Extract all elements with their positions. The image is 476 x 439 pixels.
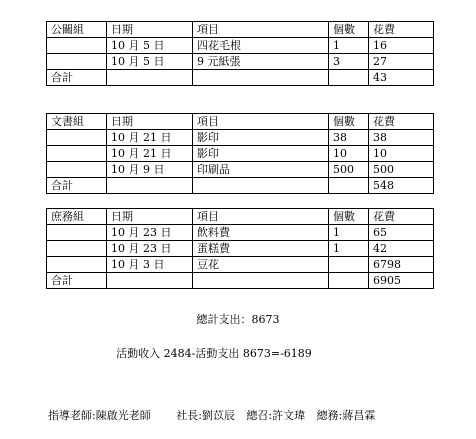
blank-cell <box>193 273 329 289</box>
table-row <box>47 130 434 146</box>
total-value: 548 <box>369 178 434 194</box>
item-cell: 影印 <box>193 146 329 162</box>
cost-cell: 65 <box>369 225 434 241</box>
blank-cell <box>329 178 369 194</box>
blank-cell <box>329 70 369 86</box>
blank-cell <box>193 178 329 194</box>
date-cell: 10 月 3 日 <box>107 257 193 273</box>
expense-table-general-affairs <box>46 208 434 289</box>
income-expense-balance-line: 活動收入 2484-活動支出 8673=-6189 <box>116 347 312 360</box>
header-date: 日期 <box>107 209 193 225</box>
table-row <box>47 146 434 162</box>
count-cell: 1 <box>329 241 369 257</box>
blank-cell <box>47 162 107 178</box>
president-signature: 社長:劉苡辰 <box>176 409 235 422</box>
date-cell: 10 月 5 日 <box>107 54 193 70</box>
table-row <box>47 257 434 273</box>
cost-cell: 6798 <box>369 257 434 273</box>
cost-cell: 16 <box>369 38 434 54</box>
header-item: 項目 <box>193 22 329 38</box>
group-name-cell: 庶務組 <box>47 209 107 225</box>
table-row <box>47 162 434 178</box>
header-count: 個數 <box>329 22 369 38</box>
general-affairs-signature: 總務:蔣昌霖 <box>316 409 376 422</box>
item-cell: 影印 <box>193 130 329 146</box>
count-cell: 10 <box>329 146 369 162</box>
blank-cell <box>47 38 107 54</box>
total-value: 6905 <box>369 273 434 289</box>
date-cell: 10 月 23 日 <box>107 225 193 241</box>
count-cell: 3 <box>329 54 369 70</box>
cost-cell: 42 <box>369 241 434 257</box>
blank-cell <box>107 273 193 289</box>
date-cell: 10 月 21 日 <box>107 146 193 162</box>
table-row <box>47 54 434 70</box>
header-cost: 花費 <box>369 209 434 225</box>
blank-cell <box>107 178 193 194</box>
blank-cell <box>47 130 107 146</box>
group-name-cell: 文書組 <box>47 114 107 130</box>
header-count: 個數 <box>329 114 369 130</box>
count-cell: 1 <box>329 225 369 241</box>
header-cost: 花費 <box>369 114 434 130</box>
item-cell: 豆花 <box>193 257 329 273</box>
table-header-row <box>47 22 434 38</box>
total-label: 合計 <box>47 178 107 194</box>
blank-cell <box>329 273 369 289</box>
cost-cell: 27 <box>369 54 434 70</box>
expense-table-public-relations <box>46 21 434 86</box>
expense-table-secretariat <box>46 113 434 194</box>
header-cost: 花費 <box>369 22 434 38</box>
total-expense-line: 總計支出：8673 <box>196 313 280 326</box>
cost-cell: 500 <box>369 162 434 178</box>
convener-signature: 總召:許文瑋 <box>246 409 306 422</box>
signature-line <box>48 407 375 423</box>
blank-cell <box>47 225 107 241</box>
advisor-signature: 指導老師:陳啟光老師 <box>48 409 151 422</box>
blank-cell <box>47 257 107 273</box>
blank-cell <box>47 241 107 257</box>
total-label: 合計 <box>47 273 107 289</box>
table-row <box>47 38 434 54</box>
header-date: 日期 <box>107 22 193 38</box>
date-cell: 10 月 21 日 <box>107 130 193 146</box>
group-name-cell: 公關組 <box>47 22 107 38</box>
item-cell: 蛋糕費 <box>193 241 329 257</box>
table-header-row <box>47 209 434 225</box>
count-cell: 1 <box>329 38 369 54</box>
blank-cell <box>47 146 107 162</box>
cost-cell: 38 <box>369 130 434 146</box>
count-cell <box>329 257 369 273</box>
table-header-row <box>47 114 434 130</box>
header-item: 項目 <box>193 209 329 225</box>
total-row <box>47 178 434 194</box>
table-row <box>47 225 434 241</box>
date-cell: 10 月 5 日 <box>107 38 193 54</box>
date-cell: 10 月 9 日 <box>107 162 193 178</box>
count-cell: 38 <box>329 130 369 146</box>
item-cell: 9 元紙張 <box>193 54 329 70</box>
header-item: 項目 <box>193 114 329 130</box>
header-count: 個數 <box>329 209 369 225</box>
date-cell: 10 月 23 日 <box>107 241 193 257</box>
item-cell: 印刷品 <box>193 162 329 178</box>
total-label: 合計 <box>47 70 107 86</box>
total-row <box>47 273 434 289</box>
total-row <box>47 70 434 86</box>
cost-cell: 10 <box>369 146 434 162</box>
count-cell: 500 <box>329 162 369 178</box>
blank-cell <box>107 70 193 86</box>
item-cell: 飲料費 <box>193 225 329 241</box>
header-date: 日期 <box>107 114 193 130</box>
item-cell: 四花毛根 <box>193 38 329 54</box>
total-value: 43 <box>369 70 434 86</box>
table-row <box>47 241 434 257</box>
blank-cell <box>193 70 329 86</box>
blank-cell <box>47 54 107 70</box>
